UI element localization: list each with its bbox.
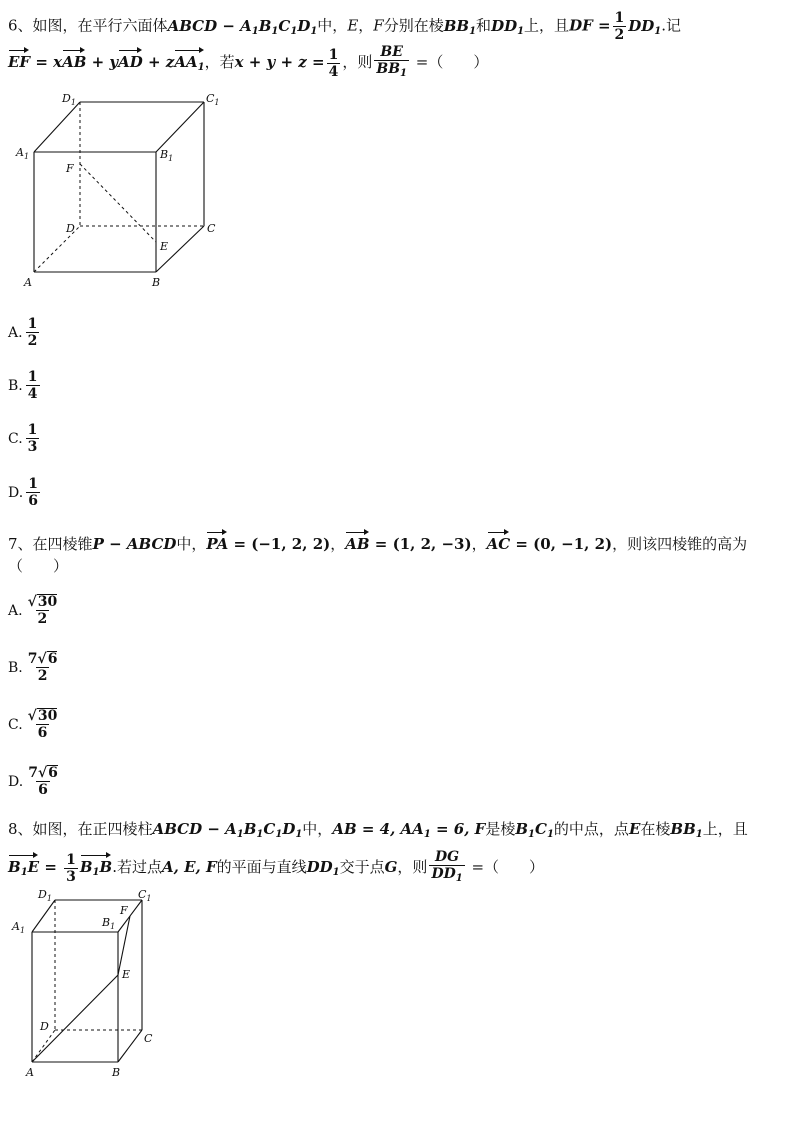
q6-vector-aa1: $AA_1$ bbox=[174, 52, 204, 78]
q6-option-d[interactable]: D. $\frac{1}{6}$ bbox=[8, 476, 38, 509]
q8-stem-line1: 8、如图，在正四棱柱ABCD − $A_1B_1C_1D_1$中，AB = 4, $AA_1 = 6$, F是棱$B_1C_1$的中点，点E在棱$BB_1$上，且 bbox=[8, 820, 748, 840]
q8-label-a1: $A_1$ bbox=[12, 920, 26, 935]
q6-quarter-fraction: $\frac{1}{4}$ bbox=[328, 46, 339, 80]
q6-df: DF = bbox=[569, 16, 611, 35]
q6-point-e: E bbox=[347, 16, 359, 35]
q7-option-c[interactable]: C. $\frac{√30}{6}$ bbox=[8, 708, 58, 741]
q7-vector-ab: AB bbox=[345, 535, 370, 553]
q8-label-b: B bbox=[112, 1066, 121, 1079]
q7-option-d[interactable]: D. $\frac{7√6}{6}$ bbox=[8, 765, 58, 798]
q6-vector-ef: EF bbox=[8, 53, 31, 71]
q6-text: 如图，在平行六面体 bbox=[32, 16, 168, 35]
q6-label-b: B bbox=[152, 276, 161, 289]
q6-option-b[interactable]: B. $\frac{1}{4}$ bbox=[8, 369, 38, 402]
q8-label-e: E bbox=[122, 968, 131, 981]
q6-number: 6、 bbox=[8, 16, 33, 35]
q8-prism-figure bbox=[10, 880, 180, 1085]
q6-option-a[interactable]: A. $\frac{1}{2}$ bbox=[8, 316, 38, 349]
q8-points: A, E, F bbox=[161, 858, 217, 876]
q8-edge-b1c1: $B_1C_1$ bbox=[515, 820, 554, 840]
q8-stem-line2: $B_1E$ = $\frac{1}{3}$ $B_1B$.若过点A, E, F的平面与直线$DD_1$交于点G，则 $\frac{DG}{DD_1}$ =（ ） bbox=[8, 849, 544, 887]
q6-label-d: D bbox=[66, 222, 75, 235]
q8-edge-bb1: $BB_1$ bbox=[670, 820, 703, 840]
q8-label-a: A bbox=[26, 1066, 34, 1079]
q6-stem-line2: EF = xAB + yAD + zAA$_1$，若x + y + z = $\frac{1}{4}$ ，则 $\frac{BE}{BB_1}$ =（ ） bbox=[8, 44, 488, 82]
q8-label-d1: $D_1$ bbox=[38, 888, 52, 903]
q6-half-fraction: $\frac{1}{2}$ bbox=[614, 10, 625, 43]
q7-stem-line1: 7、在四棱锥P − ABCD中，PA = (−1, 2, 2)，AB = (1, 2, −3)，AC = (0, −1, 2)，则该四棱锥的高为 bbox=[8, 535, 748, 553]
q7-option-a[interactable]: A. $\frac{√30}{2}$ bbox=[8, 594, 58, 627]
q8-vector-b1e: $B_1E$ bbox=[8, 857, 39, 883]
q8-label-f: F bbox=[120, 904, 128, 917]
q6-edge-bb1: $BB_1$ bbox=[443, 16, 477, 37]
q6-label-f: F bbox=[66, 162, 74, 175]
q8-ratio-fraction: $\frac{DG}{DD_1}$ bbox=[429, 849, 464, 887]
q7-vector-ac: AC bbox=[486, 535, 511, 553]
q7-stem-line2: （ ） bbox=[8, 557, 69, 575]
q8-label-b1: $B_1$ bbox=[102, 916, 116, 931]
q7-number: 7、 bbox=[8, 535, 33, 553]
q6-stem-line1: 6、如图，在平行六面体ABCD − $A_1B_1C_1D_1$中，E，F分别在棱$BB_1$和$DD_1$上，且DF = $\frac{1}{2}$ $DD_1$.记 bbox=[8, 10, 682, 43]
q6-sum-condition: x + y + z = bbox=[234, 53, 325, 71]
q8-label-c: C bbox=[144, 1032, 153, 1045]
q6-vector-ab: AB bbox=[62, 53, 87, 71]
q8-third-fraction: $\frac{1}{3}$ bbox=[66, 851, 76, 885]
q6-label-b1: $B_1$ bbox=[160, 148, 174, 163]
q8-vector-b1b: $B_1B$ bbox=[80, 857, 112, 883]
q6-vector-ad: AD bbox=[118, 53, 143, 71]
q8-label-d: D bbox=[40, 1020, 49, 1033]
q6-label-d1: $D_1$ bbox=[62, 92, 76, 107]
q6-option-c[interactable]: C. $\frac{1}{3}$ bbox=[8, 422, 38, 455]
q6-ratio-fraction: $\frac{BE}{BB_1}$ bbox=[374, 44, 409, 82]
q8-solid: ABCD − $A_1B_1C_1D_1$ bbox=[152, 820, 303, 840]
q8-conditions: AB = 4, $AA_1 = 6$, F bbox=[332, 820, 486, 840]
q6-label-a: A bbox=[24, 276, 32, 289]
q6-label-a1: $A_1$ bbox=[16, 146, 30, 161]
q6-label-c: C bbox=[207, 222, 216, 235]
q6-point-f: F bbox=[373, 16, 384, 35]
q6-solid: ABCD − $A_1B_1C_1D_1$ bbox=[167, 16, 318, 37]
q6-edge-dd1: $DD_1$ bbox=[491, 16, 525, 37]
q6-label-e: E bbox=[160, 240, 169, 253]
q8-label-c1: $C_1$ bbox=[138, 888, 152, 903]
q7-option-b[interactable]: B. $\frac{7√6}{2}$ bbox=[8, 651, 58, 684]
q7-vector-pa: PA bbox=[206, 535, 229, 553]
q7-solid: P − ABCD bbox=[92, 535, 177, 553]
q8-number: 8、 bbox=[8, 820, 33, 838]
q6-label-c1: $C_1$ bbox=[206, 92, 220, 107]
q6-parallelepiped-figure bbox=[10, 86, 240, 296]
